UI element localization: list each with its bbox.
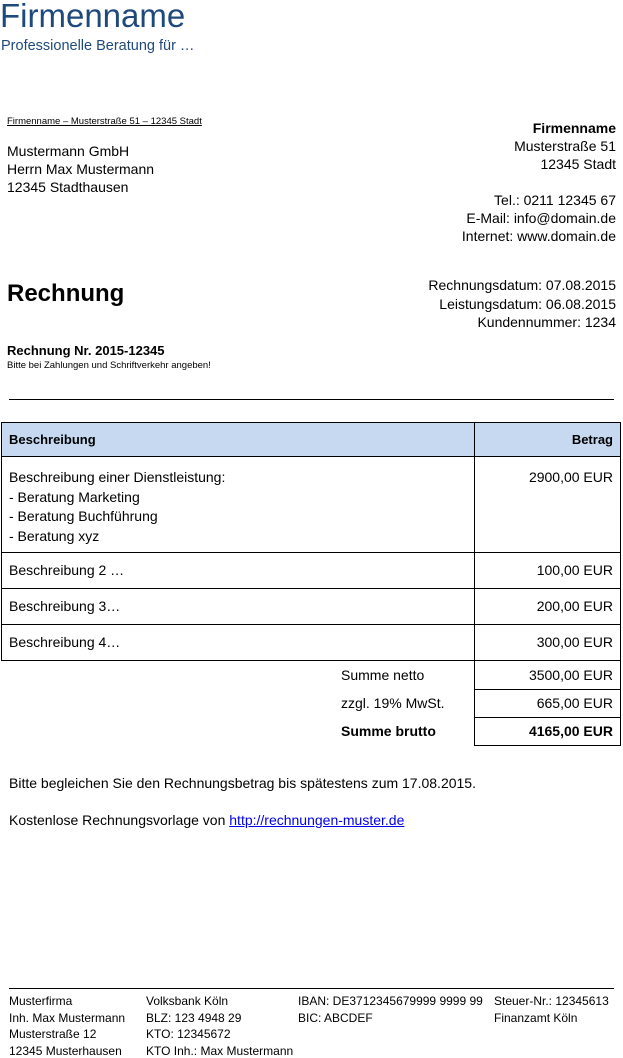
invoice-date: Rechnungsdatum: 07.08.2015 <box>428 277 616 293</box>
gross-total-label: Summe brutto <box>341 723 436 739</box>
company-logo-name: Firmenname <box>0 0 186 34</box>
template-note-text: Kostenlose Rechnungsvorlage von <box>9 812 230 828</box>
payment-note: Bitte begleichen Sie den Rechnungsbetrag bis spätestens zum 17.08.2015. <box>9 775 476 791</box>
table-row <box>2 625 621 661</box>
company-phone: Tel.: 0211 12345 67 <box>494 192 616 208</box>
totals-row-gross <box>333 717 621 745</box>
footer-line: 12345 Musterhausen <box>9 1043 122 1058</box>
row-description: Beschreibung 4… <box>2 625 475 661</box>
recipient-address <box>7 142 154 196</box>
footer-tax-column <box>494 993 609 1026</box>
gross-total-value: 4165,00 EUR <box>475 717 621 745</box>
row-description: Beschreibung 3… <box>2 589 475 625</box>
company-website: Internet: www.domain.de <box>461 228 616 244</box>
footer-line: IBAN: DE3712345679999 9999 99 <box>298 994 483 1008</box>
invoice-number: Rechnung Nr. 2015-12345 <box>7 343 165 358</box>
footer-line: Steuer-Nr.: 12345613 <box>494 994 609 1008</box>
footer-line: BIC: ABCDEF <box>298 1010 373 1025</box>
footer-line: BLZ: 123 4948 29 <box>146 1010 242 1025</box>
footer-line: Volksbank Köln <box>146 994 229 1008</box>
row-description <box>2 457 475 553</box>
company-email: E-Mail: info@domain.de <box>466 210 616 226</box>
net-total-label: Summe netto <box>341 667 425 683</box>
footer-company-column <box>9 993 125 1058</box>
company-block-name: Firmenname <box>532 120 616 136</box>
recipient-line: 12345 Stadthausen <box>7 179 129 195</box>
row-description: Beschreibung 2 … <box>2 553 475 589</box>
net-total-value: 3500,00 EUR <box>475 661 621 689</box>
totals-table <box>333 661 621 746</box>
column-header-amount: Betrag <box>475 423 621 457</box>
table-header-row <box>2 423 621 457</box>
footer-line: Inh. Max Mustermann <box>9 1010 126 1025</box>
invoice-dates-block <box>428 276 616 332</box>
description-line: - Beratung xyz <box>9 527 100 544</box>
divider-line <box>9 399 614 400</box>
invoice-title: Rechnung <box>7 280 125 307</box>
row-amount: 2900,00 EUR <box>475 457 621 553</box>
totals-row-vat <box>333 689 621 717</box>
totals-row-net <box>333 661 621 689</box>
description-line: Beschreibung einer Dienstleistung: <box>9 469 226 485</box>
customer-number: Kundennummer: 1234 <box>477 314 616 330</box>
template-note <box>9 812 404 828</box>
company-city: 12345 Stadt <box>540 156 616 172</box>
invoice-number-hint: Bitte bei Zahlungen und Schriftverkehr angeben! <box>7 360 211 371</box>
sender-return-line: Firmenname – Musterstraße 51 – 12345 Stadt <box>7 116 202 127</box>
vat-value: 665,00 EUR <box>475 689 621 717</box>
row-amount: 200,00 EUR <box>475 589 621 625</box>
line-items-table <box>1 422 621 661</box>
footer-line: KTO: 12345672 <box>146 1027 231 1041</box>
company-tagline: Professionelle Beratung für … <box>1 38 195 54</box>
footer-iban-column <box>298 993 483 1026</box>
footer-line: Musterstraße 12 <box>9 1027 97 1041</box>
table-row <box>2 553 621 589</box>
template-link[interactable]: http://rechnungen-muster.de <box>229 812 405 828</box>
company-street: Musterstraße 51 <box>514 138 616 154</box>
footer-divider-line <box>9 988 614 989</box>
recipient-line: Herrn Max Mustermann <box>7 161 155 177</box>
footer-line: KTO Inh.: Max Mustermann <box>146 1043 294 1058</box>
footer-line: Finanzamt Köln <box>494 1010 578 1025</box>
description-line: - Beratung Marketing <box>9 488 140 505</box>
footer-bank-column <box>146 993 293 1058</box>
row-amount: 100,00 EUR <box>475 553 621 589</box>
row-amount: 300,00 EUR <box>475 625 621 661</box>
table-row <box>2 457 621 553</box>
recipient-line: Mustermann GmbH <box>7 143 130 159</box>
service-date: Leistungsdatum: 06.08.2015 <box>439 295 616 312</box>
company-contact-block <box>462 119 616 245</box>
table-row <box>2 589 621 625</box>
column-header-description: Beschreibung <box>2 423 475 457</box>
vat-label: zzgl. 19% MwSt. <box>341 695 445 711</box>
description-line: - Beratung Buchführung <box>9 508 158 524</box>
footer-line: Musterfirma <box>9 994 73 1008</box>
